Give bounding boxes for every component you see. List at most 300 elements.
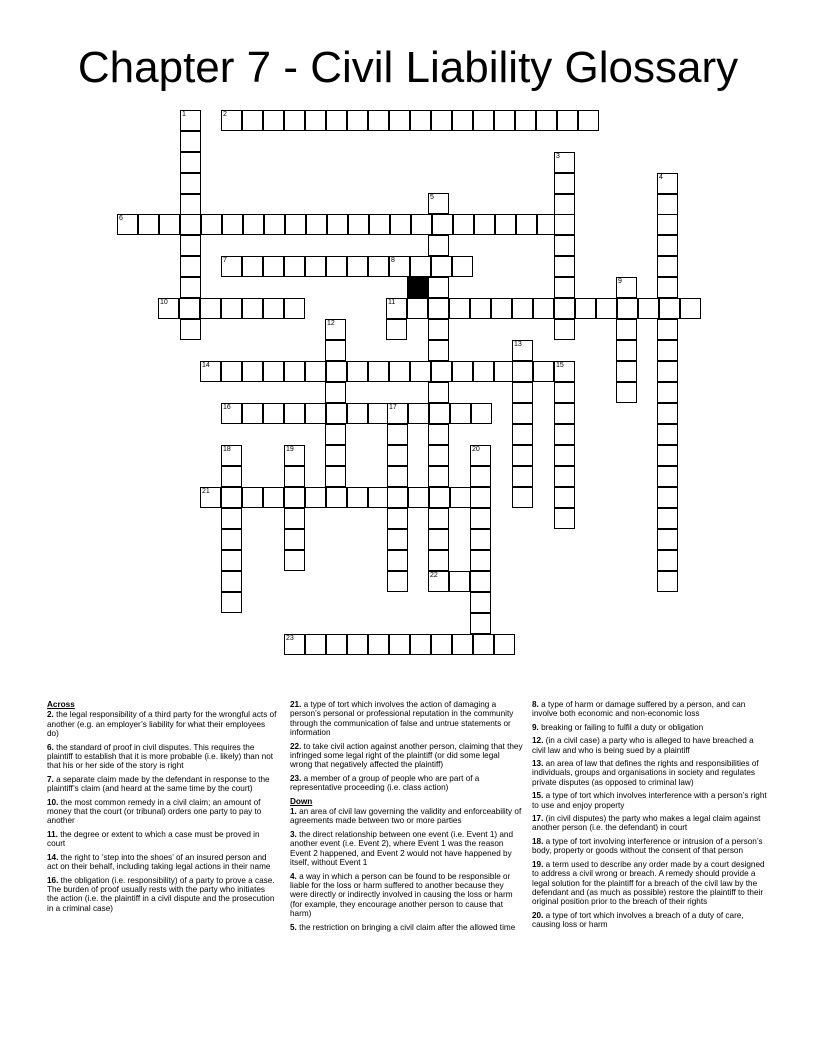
grid-cell[interactable] — [450, 487, 471, 508]
grid-cell[interactable] — [325, 340, 346, 361]
grid-cell[interactable] — [200, 487, 221, 508]
clue-item — [47, 743, 277, 771]
clue-number: 17. — [532, 814, 544, 824]
grid-cell[interactable] — [347, 361, 368, 382]
grid-cell[interactable] — [407, 298, 428, 319]
grid-cell[interactable] — [347, 256, 368, 277]
grid-cell[interactable] — [180, 110, 201, 131]
grid-cell[interactable] — [305, 487, 326, 508]
grid-cell[interactable] — [347, 487, 368, 508]
grid-cell[interactable] — [263, 403, 284, 424]
grid-cell[interactable] — [221, 529, 242, 550]
grid-cell[interactable] — [616, 277, 637, 298]
cell-number: 7 — [223, 257, 227, 264]
grid-cell[interactable] — [284, 508, 305, 529]
clue-item — [290, 923, 523, 932]
grid-cell[interactable] — [657, 403, 678, 424]
grid-cell[interactable] — [428, 529, 449, 550]
grid-cell[interactable] — [305, 403, 326, 424]
grid-cell[interactable] — [657, 256, 678, 277]
grid-cell[interactable] — [512, 361, 533, 382]
grid-cell[interactable] — [470, 487, 491, 508]
clue-number: 16. — [47, 875, 59, 885]
clue-item — [532, 759, 768, 787]
grid-cell[interactable] — [452, 110, 473, 131]
clues-column-1 — [47, 700, 277, 917]
clue-text: a member of a group of people who are part of a representative proceeding (i.e. class action) — [290, 773, 480, 793]
clue-item — [290, 872, 523, 919]
grid-cell[interactable] — [221, 298, 242, 319]
grid-cell[interactable] — [221, 110, 242, 131]
grid-cell[interactable] — [410, 361, 431, 382]
grid-cell[interactable] — [638, 298, 659, 319]
grid-cell[interactable] — [348, 214, 369, 235]
clue-text: an area of civil law governing the validity and enforceability of agreements made between two or more parties — [290, 807, 522, 826]
grid-cell[interactable] — [452, 361, 473, 382]
grid-cell[interactable] — [429, 403, 450, 424]
grid-cell[interactable] — [657, 319, 678, 340]
grid-cell[interactable] — [347, 110, 368, 131]
grid-cell[interactable] — [516, 214, 537, 235]
clue-number: 1. — [290, 807, 297, 817]
grid-cell[interactable] — [387, 445, 408, 466]
clue-item — [532, 736, 768, 755]
clue-text: a type of tort which involves interference with a person’s right to use and enjoy property — [532, 791, 767, 810]
grid-cell[interactable] — [387, 487, 408, 508]
grid-cell[interactable] — [470, 613, 491, 634]
grid-cell[interactable] — [557, 110, 578, 131]
cell-number: 1 — [182, 111, 186, 118]
grid-cell[interactable] — [387, 508, 408, 529]
grid-cell[interactable] — [494, 110, 515, 131]
grid-cell[interactable] — [428, 550, 449, 571]
grid-cell[interactable] — [512, 466, 533, 487]
clue-item — [532, 911, 768, 930]
clue-number: 19. — [532, 859, 544, 869]
clue-number: 13. — [532, 759, 544, 769]
grid-cell[interactable] — [657, 173, 678, 194]
grid-cell[interactable] — [554, 382, 575, 403]
grid-cell[interactable] — [410, 110, 431, 131]
clue-text: the standard of proof in civil disputes. This requires the plaintiff to establish that it is more probable (i.e. likely) than not that his or her side of the story is right — [47, 742, 274, 771]
grid-cell[interactable] — [200, 361, 221, 382]
grid-cell[interactable] — [221, 592, 242, 613]
grid-cell[interactable] — [657, 466, 678, 487]
grid-cell[interactable] — [410, 634, 431, 655]
grid-cell[interactable] — [221, 550, 242, 571]
cell-number: 9 — [618, 278, 622, 285]
cell-number: 12 — [327, 320, 335, 327]
grid-cell[interactable] — [158, 298, 179, 319]
clue-item — [47, 798, 277, 826]
clue-item — [290, 830, 523, 868]
grid-cell[interactable] — [368, 110, 389, 131]
grid-cell[interactable] — [201, 214, 222, 235]
cell-number: 4 — [659, 174, 663, 181]
grid-cell[interactable] — [284, 634, 305, 655]
grid-cell[interactable] — [368, 256, 389, 277]
grid-cell[interactable] — [243, 214, 264, 235]
grid-cell[interactable] — [659, 298, 680, 319]
grid-cell[interactable] — [389, 361, 410, 382]
grid-cell[interactable] — [554, 424, 575, 445]
clue-text: a way in which a person can be found to be responsible or liable for the loss or harm suffered to another because they were directly or indirectly involved in causing the loss or harm (for example, they encourage another person to cause that harm) — [290, 871, 513, 919]
grid-cell[interactable] — [657, 194, 678, 215]
grid-cell[interactable] — [575, 298, 596, 319]
grid-cell[interactable] — [596, 298, 617, 319]
grid-cell[interactable] — [389, 256, 410, 277]
clue-number: 3. — [290, 829, 297, 839]
grid-cell[interactable] — [512, 298, 533, 319]
grid-cell[interactable] — [180, 152, 201, 173]
grid-cell[interactable] — [222, 214, 243, 235]
grid-cell[interactable] — [387, 424, 408, 445]
grid-cell[interactable] — [470, 571, 491, 592]
grid-cell[interactable] — [284, 256, 305, 277]
clue-number: 2. — [47, 710, 54, 720]
grid-cell[interactable] — [326, 487, 347, 508]
grid-cell[interactable] — [554, 445, 575, 466]
grid-cell[interactable] — [242, 110, 263, 131]
clue-list-col1 — [47, 710, 277, 913]
grid-cell[interactable] — [221, 487, 242, 508]
cell-number: 3 — [556, 153, 560, 160]
grid-cell[interactable] — [657, 487, 678, 508]
clues-column-3 — [532, 700, 768, 934]
grid-cell[interactable] — [387, 571, 408, 592]
grid-cell[interactable] — [450, 403, 471, 424]
grid-cell[interactable] — [389, 634, 410, 655]
grid-cell[interactable] — [138, 214, 159, 235]
grid-cell[interactable] — [554, 487, 575, 508]
cell-number: 10 — [160, 299, 168, 306]
grid-cell[interactable] — [326, 361, 347, 382]
grid-cell[interactable] — [242, 487, 263, 508]
clue-item — [532, 837, 768, 856]
grid-cell[interactable] — [616, 319, 637, 340]
clue-item — [47, 710, 277, 738]
grid-cell[interactable] — [453, 214, 474, 235]
grid-cell[interactable] — [470, 592, 491, 613]
grid-cell[interactable] — [180, 277, 201, 298]
grid-cell[interactable] — [554, 194, 575, 215]
grid-cell[interactable] — [429, 487, 450, 508]
grid-cell[interactable] — [428, 235, 449, 256]
across-heading: Across — [47, 700, 75, 709]
grid-cell[interactable] — [428, 277, 449, 298]
grid-cell[interactable] — [657, 235, 678, 256]
grid-cell[interactable] — [554, 508, 575, 529]
clue-number: 7. — [47, 774, 54, 784]
clue-text: the legal responsibility of a third party for the wrongful acts of another (e.g. an employer’s liability for what their employees do) — [47, 710, 277, 739]
grid-cell[interactable] — [657, 361, 678, 382]
grid-cell[interactable] — [428, 340, 449, 361]
grid-cell[interactable] — [117, 214, 138, 235]
grid-cell[interactable] — [470, 550, 491, 571]
clue-number: 11. — [47, 829, 58, 839]
grid-cell[interactable] — [305, 634, 326, 655]
grid-cell[interactable] — [368, 487, 389, 508]
grid-cell[interactable] — [221, 445, 242, 466]
grid-cell[interactable] — [452, 634, 473, 655]
grid-cell[interactable] — [284, 403, 305, 424]
grid-cell[interactable] — [428, 571, 449, 592]
grid-cell[interactable] — [428, 193, 449, 214]
grid-cell[interactable] — [327, 214, 348, 235]
grid-cell[interactable] — [347, 403, 368, 424]
clue-item — [47, 853, 277, 872]
clue-text: a type of tort involving interference or intrusion of a person’s body, property or goods without the consent of that person — [532, 836, 763, 856]
grid-cell[interactable] — [554, 277, 575, 298]
grid-cell[interactable] — [325, 382, 346, 403]
grid-cell[interactable] — [431, 361, 452, 382]
grid-cell[interactable] — [474, 214, 495, 235]
grid-cell[interactable] — [473, 110, 494, 131]
grid-cell[interactable] — [428, 424, 449, 445]
grid-cell[interactable] — [284, 361, 305, 382]
grid-cell[interactable] — [242, 298, 263, 319]
grid-cell[interactable] — [657, 445, 678, 466]
grid-cell[interactable] — [410, 256, 431, 277]
grid-cell[interactable] — [554, 235, 575, 256]
grid-cell[interactable] — [221, 508, 242, 529]
cell-number: 13 — [514, 341, 522, 348]
grid-cell[interactable] — [180, 214, 201, 235]
grid-cell[interactable] — [386, 319, 407, 340]
grid-cell[interactable] — [431, 110, 452, 131]
grid-cell[interactable] — [428, 445, 449, 466]
grid-cell[interactable] — [657, 277, 678, 298]
clue-number: 15. — [532, 791, 544, 801]
grid-cell[interactable] — [180, 194, 201, 215]
grid-cell[interactable] — [387, 466, 408, 487]
grid-cell[interactable] — [242, 403, 263, 424]
grid-cell[interactable] — [428, 382, 449, 403]
grid-cell[interactable] — [408, 487, 429, 508]
grid-cell[interactable] — [411, 214, 432, 235]
grid-cell[interactable] — [512, 424, 533, 445]
grid-cell[interactable] — [554, 361, 575, 382]
grid-cell[interactable] — [554, 214, 575, 235]
clue-number: 10. — [47, 797, 59, 807]
grid-cell[interactable] — [680, 298, 701, 319]
grid-cell[interactable] — [221, 466, 242, 487]
clue-list-col2-down — [290, 807, 523, 932]
grid-cell[interactable] — [305, 361, 326, 382]
grid-cell[interactable] — [452, 256, 473, 277]
grid-cell[interactable] — [200, 298, 221, 319]
grid-cell[interactable] — [512, 382, 533, 403]
grid-cell[interactable] — [325, 466, 346, 487]
grid-cell[interactable] — [263, 110, 284, 131]
grid-cell[interactable] — [306, 214, 327, 235]
grid-cell[interactable] — [305, 110, 326, 131]
grid-cell[interactable] — [159, 214, 180, 235]
grid-cell[interactable] — [242, 361, 263, 382]
grid-cell[interactable] — [221, 403, 242, 424]
clue-item — [532, 700, 768, 719]
grid-cell[interactable] — [387, 403, 408, 424]
grid-cell[interactable] — [387, 529, 408, 550]
grid-cell[interactable] — [284, 445, 305, 466]
grid-cell[interactable] — [221, 571, 242, 592]
grid-cell[interactable] — [428, 298, 449, 319]
grid-cell[interactable] — [263, 361, 284, 382]
grid-cell[interactable] — [473, 634, 494, 655]
clue-item — [290, 700, 523, 738]
cell-number: 16 — [223, 404, 231, 411]
grid-cell[interactable] — [284, 487, 305, 508]
grid-cell[interactable] — [305, 256, 326, 277]
clue-number: 8. — [532, 700, 539, 709]
grid-cell[interactable] — [533, 298, 554, 319]
clue-item — [47, 830, 277, 849]
clue-item — [532, 791, 768, 810]
grid-cell[interactable] — [180, 173, 201, 194]
grid-cell[interactable] — [284, 529, 305, 550]
cell-number: 14 — [202, 362, 210, 369]
grid-cell[interactable] — [657, 550, 678, 571]
grid-cell[interactable] — [512, 340, 533, 361]
grid-cell[interactable] — [389, 110, 410, 131]
grid-cell[interactable] — [491, 298, 512, 319]
grid-cell[interactable] — [657, 424, 678, 445]
grid-cell[interactable] — [657, 529, 678, 550]
grid-cell[interactable] — [554, 319, 575, 340]
grid-cell[interactable] — [180, 235, 201, 256]
grid-cell[interactable] — [470, 529, 491, 550]
grid-cell[interactable] — [554, 466, 575, 487]
grid-cell[interactable] — [428, 508, 449, 529]
grid-cell[interactable] — [221, 361, 242, 382]
grid-cell[interactable] — [616, 382, 637, 403]
clue-text: a type of tort which involves the action of damaging a person’s personal or professional reputation in the community through the communication of false and untrue statements or information — [290, 700, 514, 738]
cell-number: 2 — [223, 111, 227, 118]
grid-cell[interactable] — [617, 298, 638, 319]
grid-cell[interactable] — [326, 110, 347, 131]
grid-cell[interactable] — [495, 214, 516, 235]
cell-number: 22 — [430, 572, 438, 579]
grid-cell[interactable] — [657, 571, 678, 592]
clue-number: 23. — [290, 773, 302, 783]
grid-cell[interactable] — [554, 403, 575, 424]
grid-cell[interactable] — [449, 571, 470, 592]
grid-cell[interactable] — [390, 214, 411, 235]
clue-text: a term used to describe any order made by a court designed to address a civil wrong or breach. A remedy should provide a legal solution for the plaintiff for a breach of the civil law by the defendant and (as much as possible) restore the plaintiff to their original position prior to the breach of their rights — [532, 859, 765, 907]
grid-cell[interactable] — [578, 110, 599, 131]
clue-text: the restriction on bringing a civil claim after the allowed time — [296, 922, 516, 932]
grid-cell[interactable] — [368, 634, 389, 655]
clue-text: (in civil disputes) the party who makes a legal claim against another person (i.e. the defendant) in court — [532, 814, 761, 833]
grid-cell[interactable] — [616, 361, 637, 382]
grid-cell[interactable] — [263, 487, 284, 508]
cell-number: 21 — [202, 488, 210, 495]
grid-cell[interactable] — [470, 445, 491, 466]
clue-item — [47, 876, 277, 914]
cell-number: 20 — [472, 446, 480, 453]
grid-cell[interactable] — [428, 319, 449, 340]
grid-cell[interactable] — [554, 256, 575, 277]
grid-cell[interactable] — [386, 298, 407, 319]
clue-item — [532, 723, 768, 732]
grid-cell[interactable] — [432, 214, 453, 235]
grid-cell[interactable] — [326, 634, 347, 655]
grid-cell[interactable] — [431, 634, 452, 655]
grid-cell[interactable] — [369, 214, 390, 235]
grid-cell[interactable] — [512, 445, 533, 466]
grid-cell[interactable] — [180, 319, 201, 340]
grid-cell[interactable] — [536, 110, 557, 131]
grid-cell[interactable] — [512, 487, 533, 508]
grid-cell[interactable] — [449, 298, 470, 319]
grid-cell[interactable] — [470, 298, 491, 319]
grid-cell[interactable] — [325, 319, 346, 340]
grid-cell[interactable] — [408, 403, 429, 424]
grid-cell[interactable] — [515, 110, 536, 131]
grid-cell[interactable] — [428, 466, 449, 487]
grid-cell[interactable] — [263, 256, 284, 277]
grid-cell[interactable] — [326, 403, 347, 424]
grid-cell[interactable] — [326, 256, 347, 277]
grid-cell[interactable] — [325, 424, 346, 445]
grid-cell[interactable] — [533, 361, 554, 382]
grid-cell[interactable] — [325, 445, 346, 466]
cell-number: 18 — [223, 446, 231, 453]
grid-cell[interactable] — [284, 466, 305, 487]
grid-cell[interactable] — [368, 361, 389, 382]
grid-cell[interactable] — [554, 298, 575, 319]
grid-cell[interactable] — [180, 131, 201, 152]
grid-cell[interactable] — [554, 152, 575, 173]
grid-cell[interactable] — [657, 214, 678, 235]
grid-cell[interactable] — [387, 550, 408, 571]
page-title: Chapter 7 - Civil Liability Glossary — [77, 43, 739, 92]
cell-number: 17 — [389, 404, 397, 411]
grid-cell[interactable] — [179, 298, 200, 319]
clue-number: 18. — [532, 836, 544, 846]
grid-cell[interactable] — [284, 110, 305, 131]
clue-number: 21. — [290, 700, 302, 709]
grid-cell[interactable] — [616, 340, 637, 361]
grid-cell[interactable] — [512, 403, 533, 424]
grid-cell[interactable] — [263, 298, 284, 319]
grid-cell[interactable] — [285, 214, 306, 235]
grid-cell[interactable] — [657, 508, 678, 529]
grid-cell[interactable] — [470, 508, 491, 529]
grid-cell[interactable] — [284, 550, 305, 571]
grid-cell[interactable] — [264, 214, 285, 235]
grid-cell[interactable] — [554, 173, 575, 194]
down-heading: Down — [290, 796, 313, 806]
cell-number: 6 — [119, 215, 123, 222]
grid-cell[interactable] — [431, 256, 452, 277]
grid-cell[interactable] — [657, 340, 678, 361]
clue-list-col3 — [532, 700, 768, 930]
grid-cell[interactable] — [473, 361, 494, 382]
grid-cell[interactable] — [221, 256, 242, 277]
grid-cell[interactable] — [242, 256, 263, 277]
grid-cell[interactable] — [494, 634, 515, 655]
grid-cell[interactable] — [471, 403, 492, 424]
grid-cell[interactable] — [180, 256, 201, 277]
clue-item — [290, 807, 523, 826]
grid-cell[interactable] — [347, 634, 368, 655]
grid-cell[interactable] — [284, 298, 305, 319]
grid-cell[interactable] — [368, 403, 389, 424]
clue-number: 14. — [47, 852, 59, 862]
grid-cell[interactable] — [470, 466, 491, 487]
grid-cell[interactable] — [657, 382, 678, 403]
